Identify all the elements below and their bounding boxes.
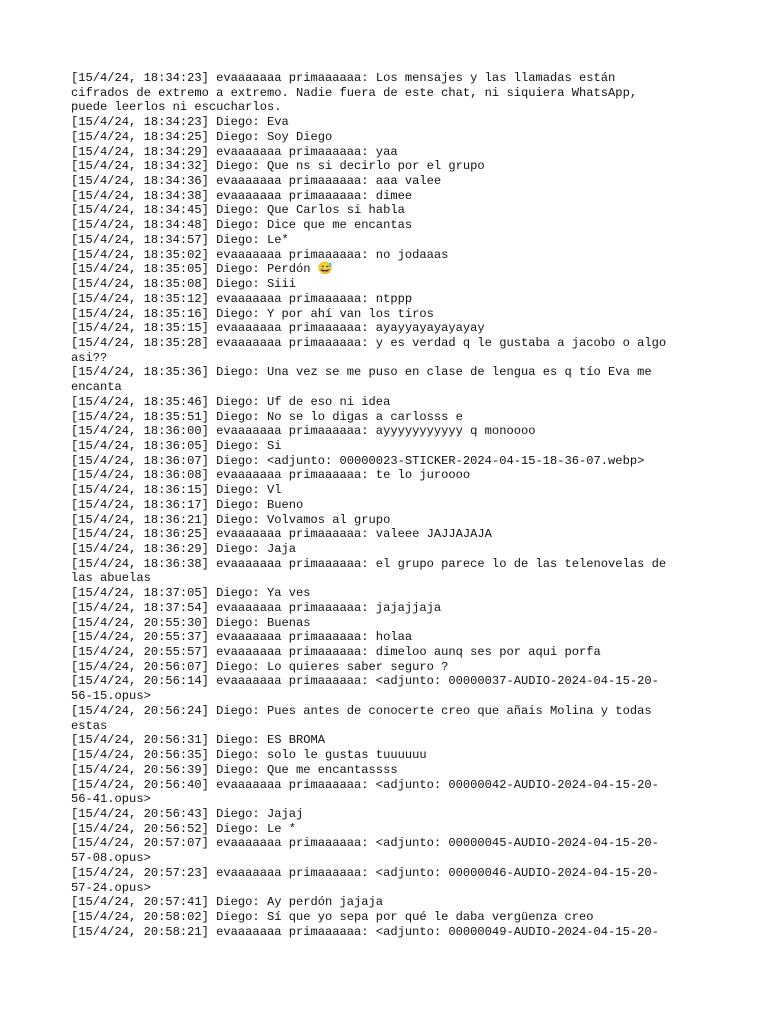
chat-log-line: 56-41.opus> bbox=[71, 792, 151, 807]
chat-log-line: [15/4/24, 18:34:32] Diego: Que ns si decirlo por el grupo bbox=[71, 159, 485, 174]
chat-log-line: [15/4/24, 20:56:24] Diego: Pues antes de conocerte creo que añais Molina y todas bbox=[71, 703, 652, 718]
chat-log-line: cifrados de extremo a extremo. Nadie fuera de este chat, ni siquiera WhatsApp, bbox=[71, 85, 638, 100]
chat-log-line: [15/4/24, 20:58:21] evaaaaaaa primaaaaaa: <adjunto: 00000049-AUDIO-2024-04-15-20- bbox=[71, 924, 659, 939]
chat-log-line: [15/4/24, 20:57:23] evaaaaaaa primaaaaaa: <adjunto: 00000046-AUDIO-2024-04-15-20- bbox=[71, 865, 659, 880]
chat-log-line: encanta bbox=[71, 380, 122, 395]
chat-log-line: [15/4/24, 18:34:38] evaaaaaaa primaaaaaa: dimee bbox=[71, 188, 413, 203]
chat-log-line: [15/4/24, 18:34:45] Diego: Que Carlos si habla bbox=[71, 203, 405, 218]
chat-log-line: puede leerlos ni escucharlos. bbox=[71, 100, 282, 115]
chat-log-line: [15/4/24, 20:56:43] Diego: Jajaj bbox=[71, 806, 304, 821]
chat-log-line: [15/4/24, 18:35:12] evaaaaaaa primaaaaaa: ntppp bbox=[71, 291, 413, 306]
chat-log-line: [15/4/24, 18:35:15] evaaaaaaa primaaaaaa: ayayyayayayayay bbox=[71, 321, 485, 336]
chat-log-line: [15/4/24, 18:36:25] evaaaaaaa primaaaaaa: valeee JAJJAJAJA bbox=[71, 527, 492, 542]
chat-log-line: [15/4/24, 20:56:35] Diego: solo le gustas tuuuuuu bbox=[71, 748, 427, 763]
chat-log-line: [15/4/24, 18:34:29] evaaaaaaa primaaaaaa: yaa bbox=[71, 144, 398, 159]
chat-log-line: [15/4/24, 18:35:05] Diego: Perdón 😅 bbox=[71, 262, 333, 277]
chat-log-line: 57-08.opus> bbox=[71, 851, 151, 866]
chat-log-line: [15/4/24, 18:35:46] Diego: Uf de eso ni idea bbox=[71, 394, 391, 409]
chat-log-line: [15/4/24, 18:36:15] Diego: Vl bbox=[71, 483, 282, 498]
chat-log-line: las abuelas bbox=[71, 571, 151, 586]
chat-log-line: [15/4/24, 18:36:08] evaaaaaaa primaaaaaa: te lo juroooo bbox=[71, 468, 471, 483]
chat-log-line: [15/4/24, 18:34:36] evaaaaaaa primaaaaaa: aaa valee bbox=[71, 174, 442, 189]
chat-log-text bbox=[71, 71, 701, 939]
chat-log-line: [15/4/24, 20:57:07] evaaaaaaa primaaaaaa: <adjunto: 00000045-AUDIO-2024-04-15-20- bbox=[71, 836, 659, 851]
chat-log-line: [15/4/24, 20:55:57] evaaaaaaa primaaaaaa: dimeloo aunq ses por aqui porfa bbox=[71, 645, 601, 660]
chat-log-line: [15/4/24, 20:56:31] Diego: ES BROMA bbox=[71, 733, 326, 748]
chat-log-line: [15/4/24, 18:34:23] evaaaaaaa primaaaaaa: Los mensajes y las llamadas están bbox=[71, 71, 616, 85]
chat-log-line: estas bbox=[71, 718, 108, 733]
chat-log-line: [15/4/24, 18:37:54] evaaaaaaa primaaaaaa: jajajjaja bbox=[71, 600, 442, 615]
chat-log-line: [15/4/24, 20:55:30] Diego: Buenas bbox=[71, 615, 311, 630]
chat-log-line: [15/4/24, 18:36:00] evaaaaaaa primaaaaaa: ayyyyyyyyyyy q monoooo bbox=[71, 424, 536, 439]
chat-log-line: [15/4/24, 20:56:07] Diego: Lo quieres saber seguro ? bbox=[71, 659, 449, 674]
chat-log-line: 56-15.opus> bbox=[71, 689, 151, 704]
chat-log-line: [15/4/24, 18:35:16] Diego: Y por ahí van los tiros bbox=[71, 306, 434, 321]
chat-log-line: [15/4/24, 18:36:17] Diego: Bueno bbox=[71, 497, 304, 512]
chat-log-line: [15/4/24, 18:34:57] Diego: Le* bbox=[71, 232, 289, 247]
chat-log-line: [15/4/24, 20:58:02] Diego: Sí que yo sepa por qué le daba vergüenza creo bbox=[71, 909, 594, 924]
chat-log-line: asi?? bbox=[71, 350, 108, 365]
chat-log-line: [15/4/24, 18:35:08] Diego: Siii bbox=[71, 277, 296, 292]
chat-log-line: [15/4/24, 18:34:25] Diego: Soy Diego bbox=[71, 129, 333, 144]
chat-log-line: [15/4/24, 18:35:36] Diego: Una vez se me puso en clase de lengua es q tío Eva me bbox=[71, 365, 652, 380]
chat-log-line: [15/4/24, 18:36:05] Diego: Si bbox=[71, 438, 282, 453]
chat-log-line: 57-24.opus> bbox=[71, 880, 151, 895]
chat-log-line: [15/4/24, 20:56:14] evaaaaaaa primaaaaaa: <adjunto: 00000037-AUDIO-2024-04-15-20- bbox=[71, 674, 659, 689]
chat-log-line: [15/4/24, 18:37:05] Diego: Ya ves bbox=[71, 586, 311, 601]
chat-log-line: [15/4/24, 18:36:07] Diego: <adjunto: 00000023-STICKER-2024-04-15-18-36-07.webp> bbox=[71, 453, 645, 468]
chat-log-line: [15/4/24, 18:35:51] Diego: No se lo digas a carlosss e bbox=[71, 409, 463, 424]
chat-log-line: [15/4/24, 20:55:37] evaaaaaaa primaaaaaa: holaa bbox=[71, 630, 413, 645]
chat-log-line: [15/4/24, 20:57:41] Diego: Ay perdón jajaja bbox=[71, 895, 384, 910]
chat-log-line: [15/4/24, 20:56:52] Diego: Le * bbox=[71, 821, 296, 836]
chat-log-line: [15/4/24, 18:36:29] Diego: Jaja bbox=[71, 542, 296, 556]
chat-log-line: [15/4/24, 18:34:23] Diego: Eva bbox=[71, 115, 289, 130]
chat-log-line: [15/4/24, 18:34:48] Diego: Dice que me encantas bbox=[71, 218, 413, 233]
chat-log-line: [15/4/24, 18:36:21] Diego: Volvamos al grupo bbox=[71, 512, 391, 527]
chat-log-line: [15/4/24, 20:56:39] Diego: Que me encantassss bbox=[71, 762, 398, 777]
chat-log-line: [15/4/24, 18:35:02] evaaaaaaa primaaaaaa: no jodaaas bbox=[71, 247, 449, 262]
chat-log-line: [15/4/24, 20:56:40] evaaaaaaa primaaaaaa: <adjunto: 00000042-AUDIO-2024-04-15-20- bbox=[71, 777, 659, 792]
chat-log-line: [15/4/24, 18:35:28] evaaaaaaa primaaaaaa: y es verdad q le gustaba a jacobo o algo bbox=[71, 335, 667, 350]
chat-log-line: [15/4/24, 18:36:38] evaaaaaaa primaaaaaa: el grupo parece lo de las telenovelas de bbox=[71, 556, 667, 571]
